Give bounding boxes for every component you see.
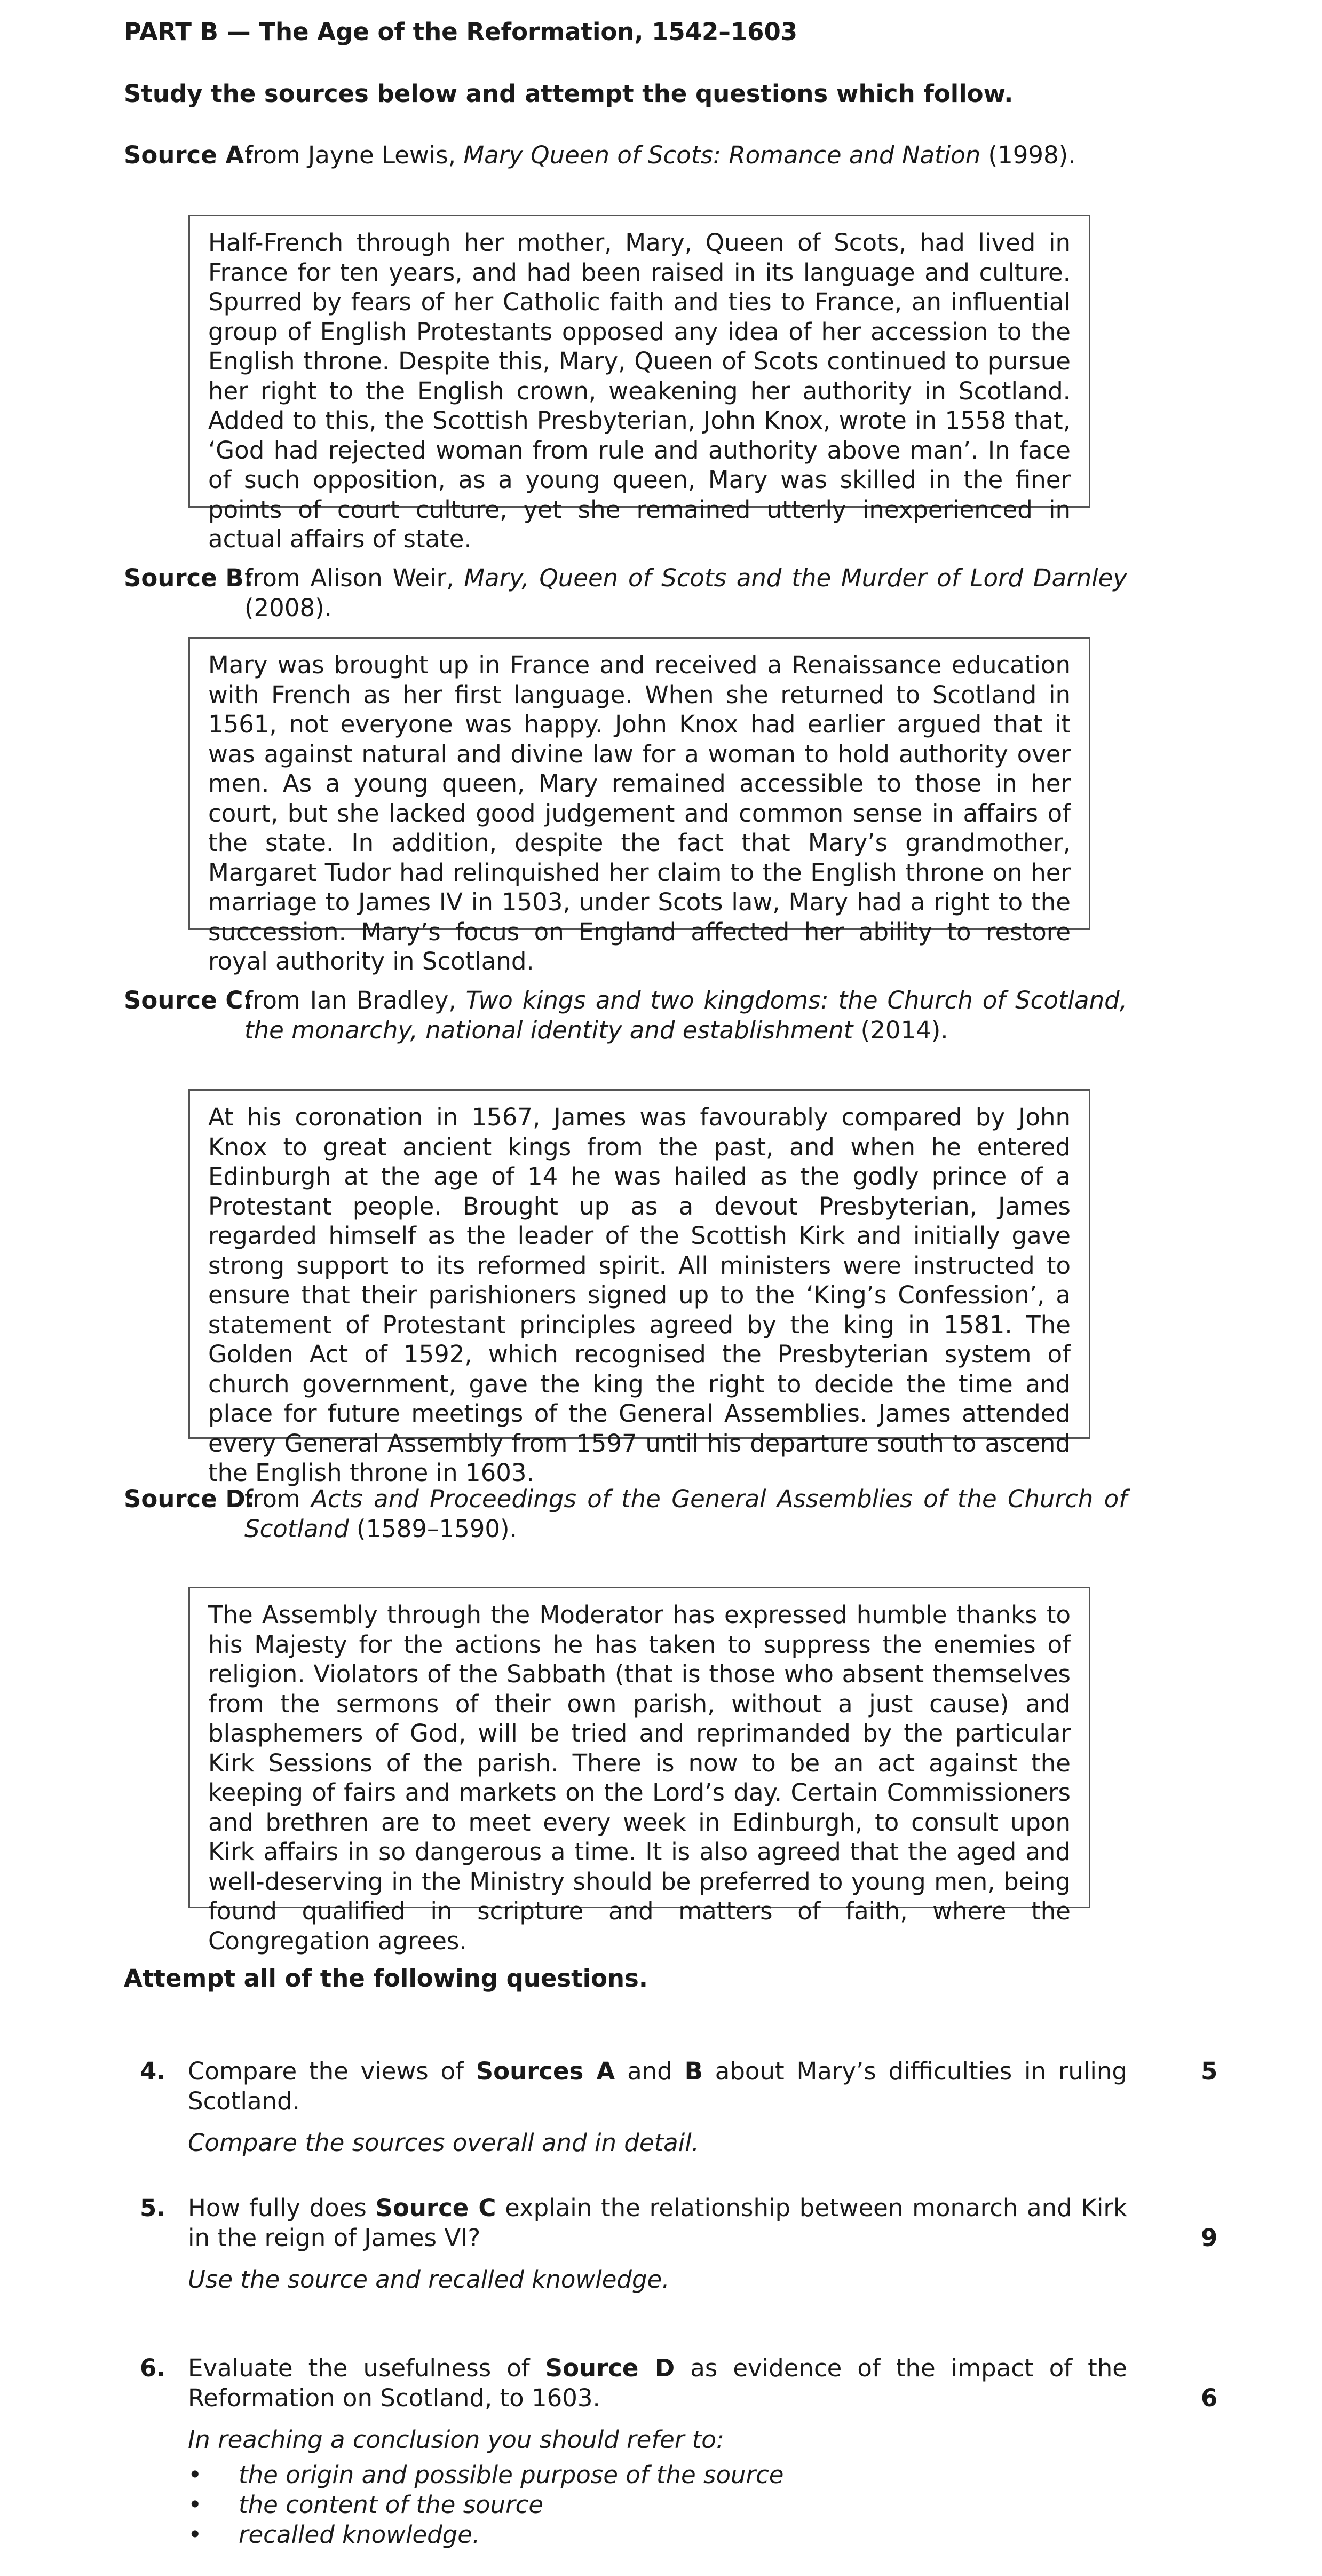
question-4-marks: 5 bbox=[1201, 2057, 1218, 2085]
question-6 bbox=[124, 2353, 1234, 2550]
source-a-heading bbox=[124, 140, 1127, 170]
source-c-date: (2014). bbox=[853, 1016, 948, 1044]
question-5-text-part: How fully does bbox=[188, 2194, 376, 2222]
source-a-label: Source A: bbox=[124, 141, 255, 169]
instructions: Study the sources below and attempt the questions which follow. bbox=[124, 80, 1014, 108]
question-4-note: Compare the sources overall and in detail. bbox=[188, 2129, 700, 2157]
source-d-intro: from bbox=[244, 1485, 312, 1513]
question-4-text-part: and bbox=[615, 2057, 685, 2085]
source-a-date: (1998). bbox=[980, 141, 1076, 169]
question-6-marks: 6 bbox=[1201, 2384, 1218, 2412]
question-6-bullet: • recalled knowledge. bbox=[188, 2520, 1234, 2550]
source-d-work: Acts and Proceedings of the General Assemblies of the Church of Scotland bbox=[244, 1485, 1127, 1543]
source-b-label: Source B: bbox=[124, 564, 254, 592]
source-c-intro: from Ian Bradley, bbox=[244, 986, 466, 1014]
question-4 bbox=[124, 2057, 1234, 2158]
source-b-heading bbox=[124, 563, 1127, 623]
source-d-box: The Assembly through the Moderator has expressed humble thanks to his Majesty for the actions he has taken to suppress the enemies of religion. Violators of the Sabbath (that is those who absent themselves from the sermons of their own parish, without a just cause) and blasphemers of God, will be tried and reprimanded by the particular Kirk Sessions of the parish. There is now to be an act against the keeping of fairs and markets on the Lord’s day. Certain Commissioners and brethren are to meet every week in Edinburgh, to consult upon Kirk affairs in so dangerous a time. It is also agreed that the aged and well-deserving in the Ministry should be preferred to young men, being found qualified in scripture and matters of faith, where the Congregation agrees. bbox=[188, 1587, 1090, 1908]
source-a-citation bbox=[244, 140, 1127, 170]
source-a-intro: from Jayne Lewis, bbox=[244, 141, 464, 169]
source-c-box: At his coronation in 1567, James was favourably compared by John Knox to great ancient kings from the past, and when he entered Edinburgh at the age of 14 he was hailed as the godly prince of a Protestant people. Brought up as a devout Presbyterian, James regarded himself as the leader of the Scottish Kirk and initially gave strong support to its reformed spirit. All ministers were instructed to ensure that their parishioners signed up to the ‘King’s Confession’, a statement of Protestant principles agreed by the king in 1581. The Golden Act of 1592, which recognised the Presbyterian system of church government, gave the king the right to decide the time and place for future meetings of the General Assemblies. James attended every General Assembly from 1597 until his departure south to ascend the English throne in 1603. bbox=[188, 1089, 1090, 1439]
part-title: PART B — The Age of the Reformation, 1542–1603 bbox=[124, 18, 798, 46]
question-5-text bbox=[188, 2193, 1127, 2253]
question-5-marks: 9 bbox=[1201, 2224, 1218, 2252]
question-6-text-part: as evidence of the impact of the Reformation on Scotland, to 1603. bbox=[188, 2354, 1127, 2412]
question-5-text-part: explain the relationship between monarch and Kirk in the reign of James VI? bbox=[188, 2194, 1127, 2252]
question-6-bullet: • the origin and possible purpose of the source bbox=[188, 2460, 1234, 2490]
attempt-all-heading: Attempt all of the following questions. bbox=[124, 1964, 648, 1992]
question-5-note: Use the source and recalled knowledge. bbox=[188, 2265, 670, 2294]
source-d-heading bbox=[124, 1484, 1127, 1544]
source-b-intro: from Alison Weir, bbox=[244, 564, 464, 592]
question-6-number: 6. bbox=[140, 2354, 166, 2382]
source-c-citation bbox=[244, 986, 1127, 1045]
source-d-date: (1589–1590). bbox=[349, 1515, 517, 1543]
source-b-box: Mary was brought up in France and received a Renaissance education with French as her first language. When she returned to Scotland in 1561, not everyone was happy. John Knox had earlier argued that it was against natural and divine law for a woman to hold authority over men. As a young queen, Mary remained accessible to those in her court, but she lacked good judgement and common sense in affairs of the state. In addition, despite the fact that Mary’s grandmother, Margaret Tudor had relinquished her claim to the English throne on her marriage to James IV in 1503, under Scots law, Mary had a right to the succession. Mary’s focus on England affected her ability to restore royal authority in Scotland. bbox=[188, 637, 1090, 930]
source-b-work: Mary, Queen of Scots and the Murder of Lord Darnley bbox=[464, 564, 1127, 592]
source-a-work: Mary Queen of Scots: Romance and Nation bbox=[463, 141, 981, 169]
question-6-text bbox=[188, 2353, 1127, 2413]
question-6-bullet: • the content of the source bbox=[188, 2490, 1234, 2520]
question-5-source-ref: Source C bbox=[375, 2194, 496, 2222]
source-d-citation bbox=[244, 1484, 1127, 1544]
question-5-number: 5. bbox=[140, 2194, 166, 2222]
source-b-citation bbox=[244, 563, 1127, 623]
question-6-source-ref: Source D bbox=[545, 2354, 675, 2382]
source-c-work: Two kings and two kingdoms: the Church of Scotland, the monarchy, national identity and establishment bbox=[244, 986, 1127, 1044]
question-4-source-ref: B bbox=[684, 2057, 703, 2085]
question-4-text bbox=[188, 2057, 1127, 2116]
source-b-date: (2008). bbox=[244, 594, 332, 622]
source-a-box: Half-French through her mother, Mary, Queen of Scots, had lived in France for ten years, and had been raised in its language and culture. Spurred by fears of her Catholic faith and ties to France, an influential group of English Protestants opposed any idea of her accession to the English throne. Despite this, Mary, Queen of Scots continued to pursue her right to the English crown, weakening her authority in Scotland. Added to this, the Scottish Presbyterian, John Knox, wrote in 1558 that, ‘God had rejected woman from rule and authority above man’. In face of such opposition, as a young queen, Mary was skilled in the finer points of court culture, yet she remained utterly inexperienced in actual affairs of state. bbox=[188, 215, 1090, 508]
question-6-bullet-list bbox=[188, 2460, 1234, 2550]
source-c-label: Source C: bbox=[124, 986, 253, 1014]
question-4-text-part: Compare the views of bbox=[188, 2057, 476, 2085]
source-d-label: Source D: bbox=[124, 1485, 255, 1513]
question-4-text-part: about Mary’s difficulties in ruling Scotland. bbox=[188, 2057, 1127, 2115]
source-c-heading bbox=[124, 986, 1127, 1045]
question-6-text-part: Evaluate the usefulness of bbox=[188, 2354, 545, 2382]
question-4-number: 4. bbox=[140, 2057, 166, 2085]
question-4-source-ref: Sources A bbox=[476, 2057, 615, 2085]
question-6-note: In reaching a conclusion you should refer to: bbox=[188, 2425, 724, 2454]
question-5 bbox=[124, 2193, 1234, 2295]
